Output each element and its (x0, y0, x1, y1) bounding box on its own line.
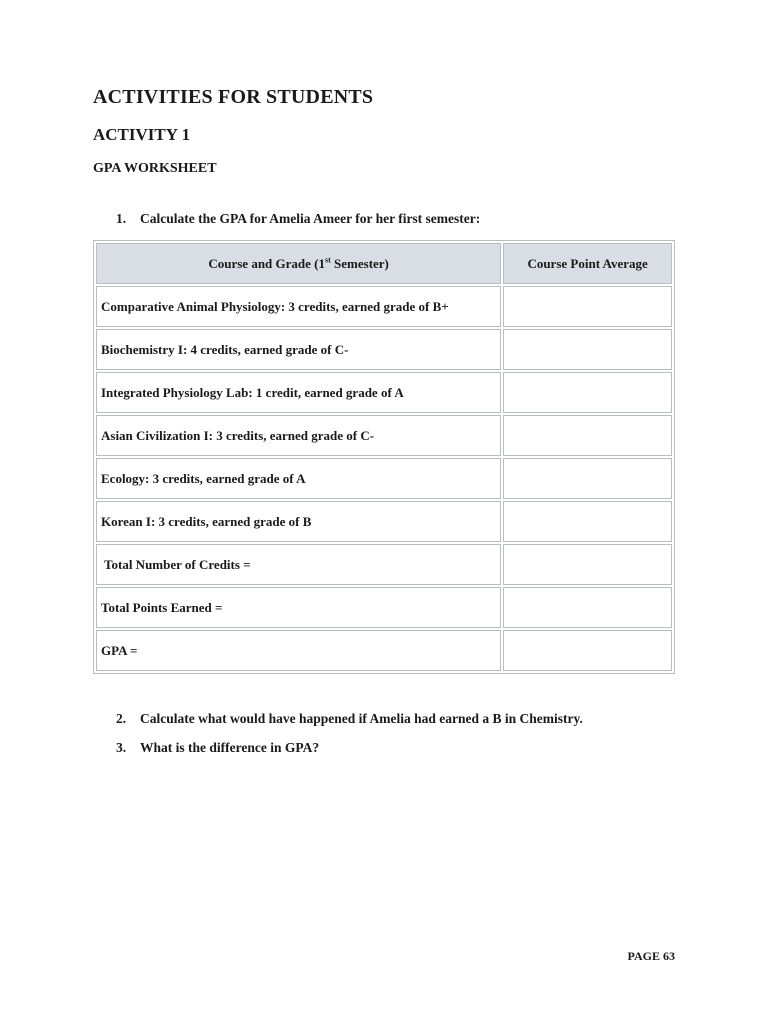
table-row (96, 329, 672, 370)
table-row (96, 544, 672, 585)
header-course-and-grade: Course and Grade (1st Semester) (96, 243, 501, 284)
course-cell: Ecology: 3 credits, earned grade of A (96, 458, 501, 499)
total-points-cell[interactable] (503, 587, 672, 628)
point-average-cell[interactable] (503, 458, 672, 499)
question-text: Calculate what would have happened if Amelia had earned a B in Chemistry. (140, 711, 583, 726)
question-number: 1. (116, 211, 127, 226)
total-credits-label: Total Number of Credits = (96, 544, 501, 585)
total-credits-cell[interactable] (503, 544, 672, 585)
question-text: Calculate the GPA for Amelia Ameer for her first semester: (140, 211, 481, 226)
activity-heading: ACTIVITY 1 (93, 125, 191, 144)
point-average-cell[interactable] (503, 286, 672, 327)
point-average-cell[interactable] (503, 372, 672, 413)
point-average-cell[interactable] (503, 415, 672, 456)
question-3 (116, 740, 319, 756)
question-number: 3. (116, 740, 127, 755)
table-row (96, 587, 672, 628)
total-points-label: Total Points Earned = (96, 587, 501, 628)
table-row (96, 372, 672, 413)
course-cell: Korean I: 3 credits, earned grade of B (96, 501, 501, 542)
table-row (96, 501, 672, 542)
table-header-row (96, 243, 672, 284)
point-average-cell[interactable] (503, 329, 672, 370)
point-average-cell[interactable] (503, 501, 672, 542)
worksheet-heading: GPA WORKSHEET (93, 161, 217, 176)
document-title: ACTIVITIES FOR STUDENTS (93, 86, 374, 108)
gpa-cell[interactable] (503, 630, 672, 671)
course-cell: Comparative Animal Physiology: 3 credits, earned grade of B+ (96, 286, 501, 327)
gpa-table (93, 240, 675, 674)
question-1 (116, 211, 480, 227)
question-2 (116, 711, 583, 727)
course-cell: Asian Civilization I: 3 credits, earned grade of C- (96, 415, 501, 456)
question-number: 2. (116, 711, 127, 726)
question-text: What is the difference in GPA? (140, 740, 320, 755)
gpa-label: GPA = (96, 630, 501, 671)
course-cell: Biochemistry I: 4 credits, earned grade of C- (96, 329, 501, 370)
page-number: PAGE 63 (627, 949, 675, 963)
table-row (96, 630, 672, 671)
table-row (96, 458, 672, 499)
header-course-point-average: Course Point Average (503, 243, 672, 284)
table-row (96, 286, 672, 327)
table-row (96, 415, 672, 456)
course-cell: Integrated Physiology Lab: 1 credit, earned grade of A (96, 372, 501, 413)
